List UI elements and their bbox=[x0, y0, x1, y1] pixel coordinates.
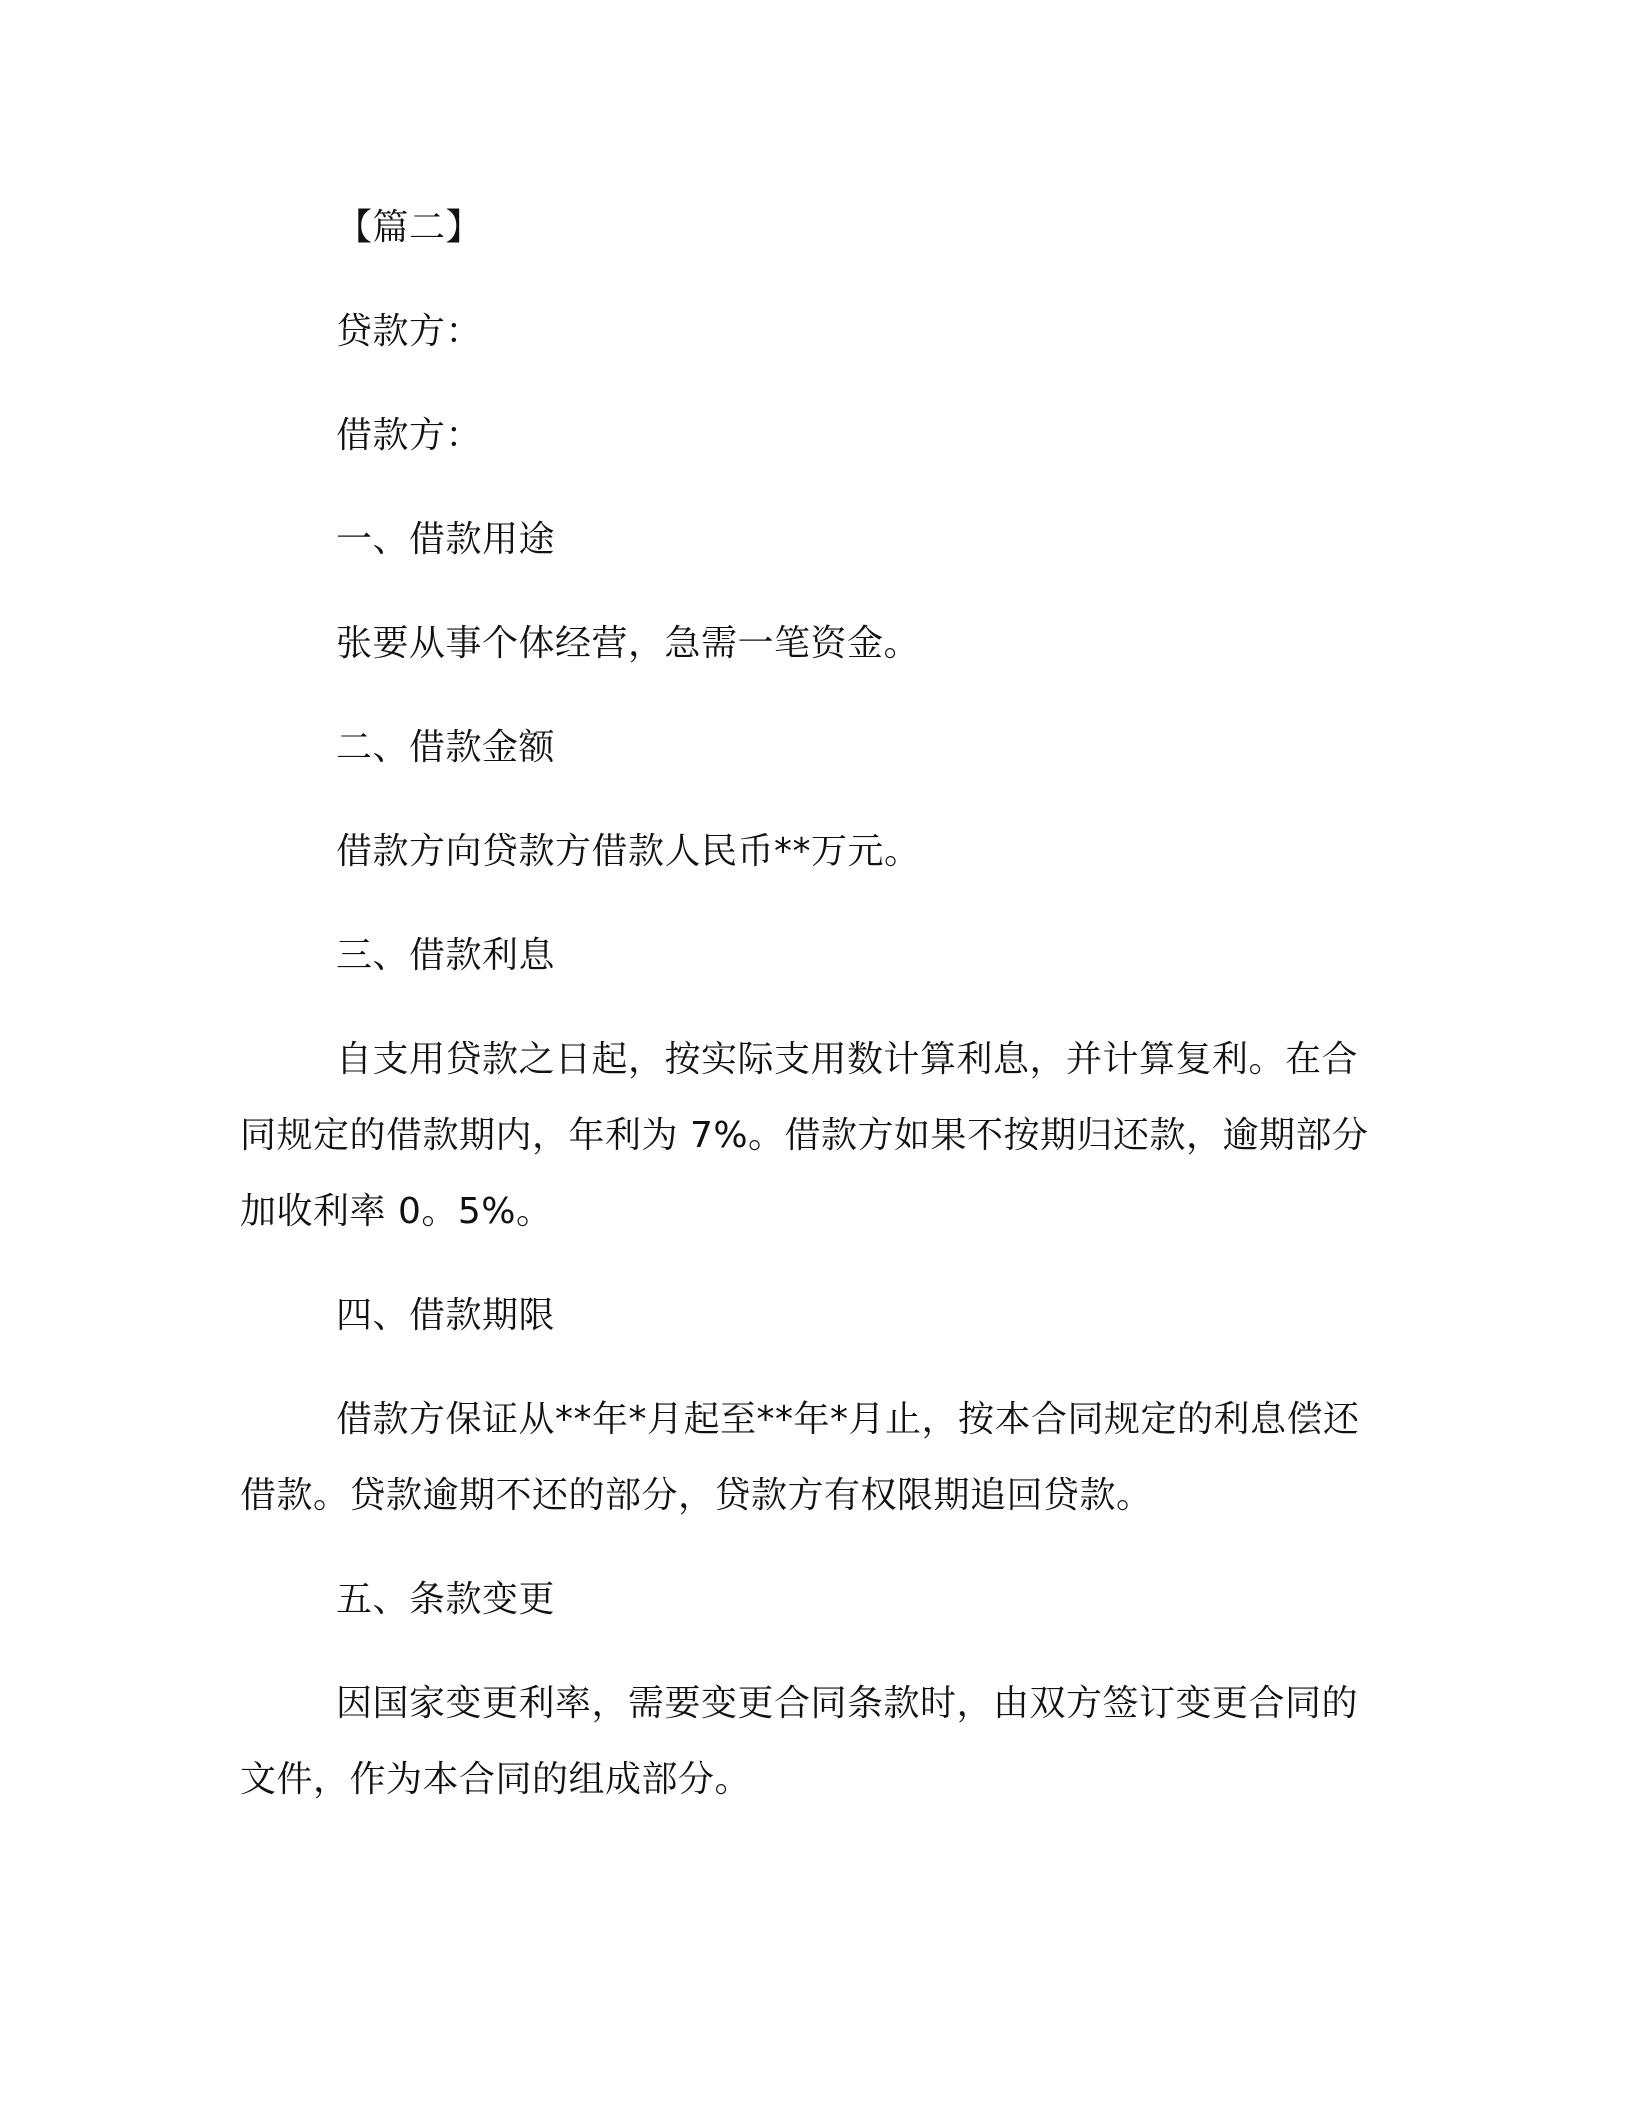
clause-heading-2: 二、借款金额 bbox=[336, 727, 556, 768]
borrower-label: 借款方： bbox=[336, 415, 483, 456]
section-label: 【篇二】 bbox=[336, 207, 483, 248]
document-content bbox=[240, 190, 1390, 1818]
clause-heading-5: 五、条款变更 bbox=[336, 1579, 556, 1620]
clause-heading-3: 三、借款利息 bbox=[336, 935, 556, 976]
clause-body-2: 借款方向贷款方借款人民币**万元。 bbox=[336, 831, 921, 872]
clause-body-4: 借款方保证从**年*月起至**年*月止，按本合同规定的利息偿还借款。贷款逾期不还的部分，贷款方有权限期追回贷款。 bbox=[240, 1399, 1360, 1516]
clause-heading-1: 一、借款用途 bbox=[336, 519, 556, 560]
clause-body-1: 张要从事个体经营，急需一笔资金。 bbox=[336, 623, 921, 664]
clause-heading-4: 四、借款期限 bbox=[336, 1295, 556, 1336]
clause-body-5: 因国家变更利率，需要变更合同条款时，由双方签订变更合同的文件，作为本合同的组成部分。 bbox=[240, 1683, 1359, 1800]
clause-body-3: 自支用贷款之日起，按实际支用数计算利息，并计算复利。在合同规定的借款期内，年利为 7%。借款方如果不按期归还款，逾期部分加收利率 0。5%。 bbox=[240, 1039, 1369, 1232]
lender-label: 贷款方： bbox=[336, 311, 483, 352]
